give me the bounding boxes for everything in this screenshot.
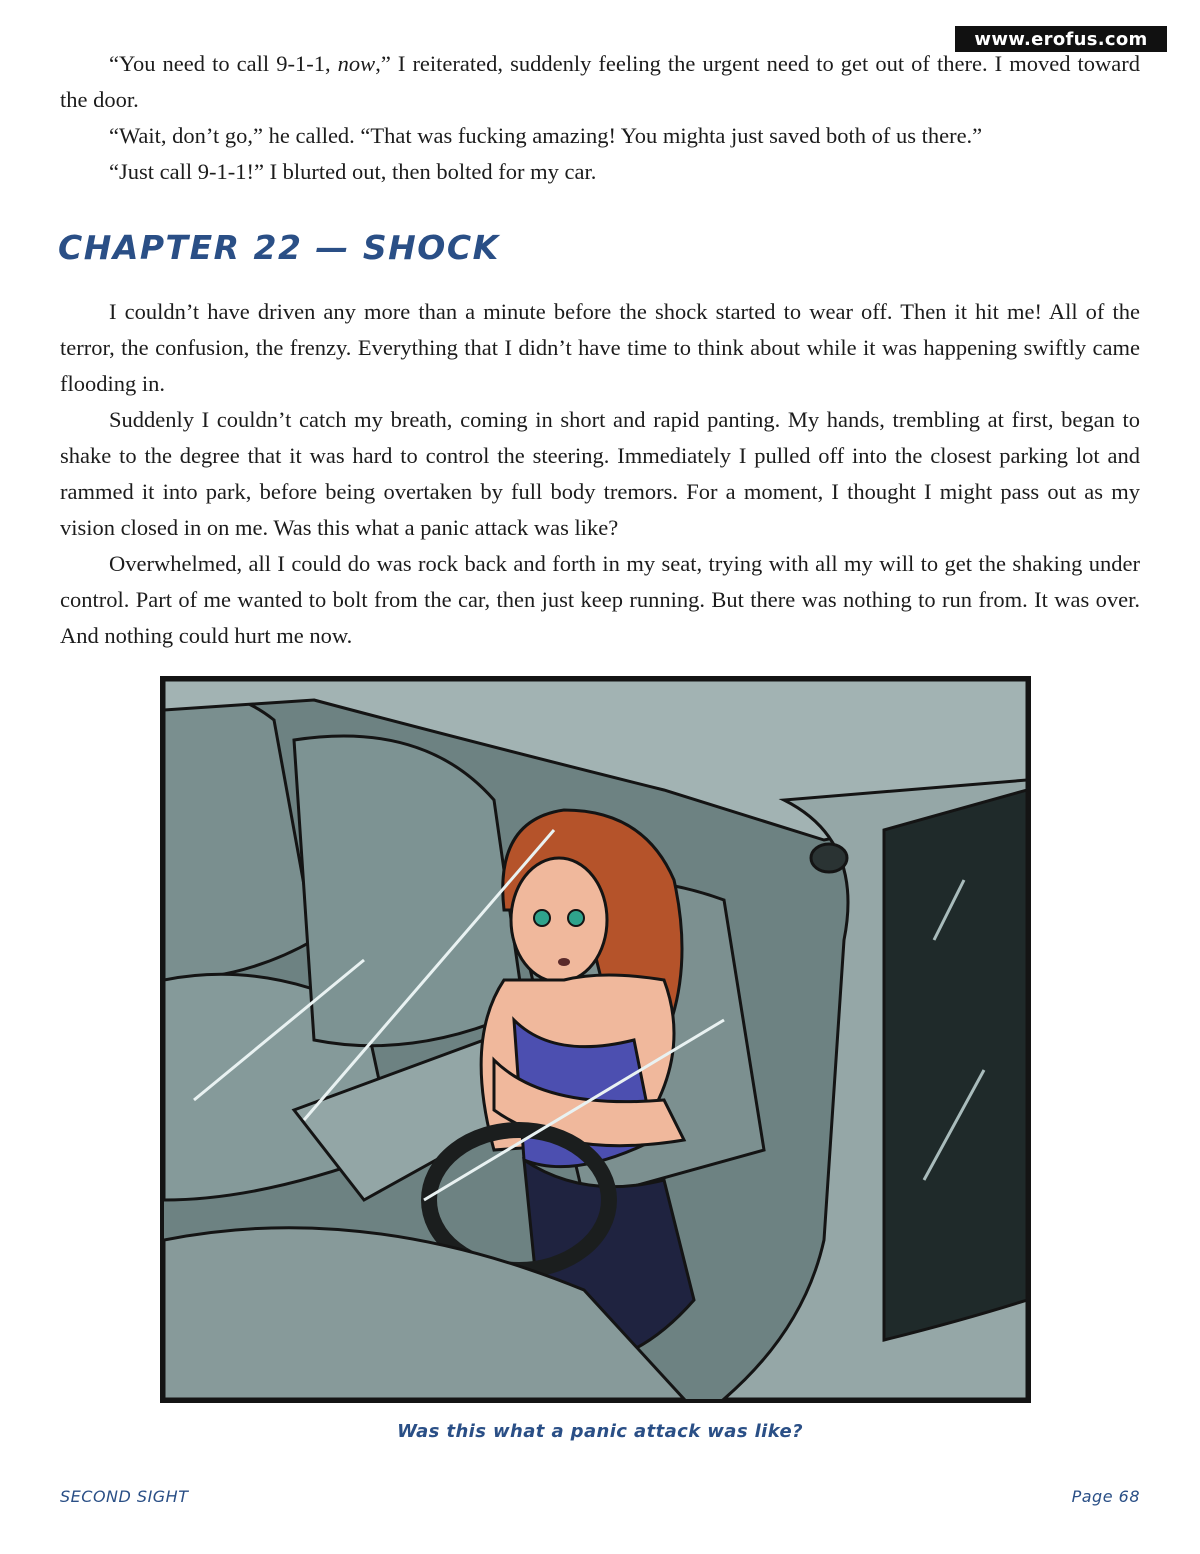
comic-panel — [160, 676, 1031, 1403]
paragraph-shock-1: I couldn’t have driven any more than a minute before the shock started to wear off. Then it hit me! All of the terror, the confusion, the frenzy. Everything that I didn’t have time to think about while it was happening swiftly came flooding in. — [60, 299, 1140, 396]
panel-caption: Was this what a panic attack was like? — [397, 1421, 803, 1442]
right-eye — [568, 910, 584, 926]
footer-page-number: Page 68 — [1071, 1487, 1140, 1506]
car-interior-illustration — [164, 680, 1027, 1399]
left-eye — [534, 910, 550, 926]
watermark-logo: www.erofus.com — [955, 26, 1167, 52]
paragraph-wait: “Wait, don’t go,” he called. “That was fucking amazing! You mighta just saved both of us there.” — [109, 123, 983, 148]
paragraph-shock-3: Overwhelmed, all I could do was rock back and forth in my seat, trying with all my will to get the shaking under control. Part of me wanted to bolt from the car, then just keep running. But there was nothing to run from. It was over. And nothing could hurt me now. — [60, 551, 1140, 648]
mouth — [558, 958, 570, 966]
paragraph-shock-2: Suddenly I couldn’t catch my breath, coming in short and rapid panting. My hands, trembling at first, began to shake to the degree that it was hard to control the steering. Immediately I pulled off into the closest parking lot and rammed it into park, before being overtaken by full body tremors. For a moment, I thought I might pass out as my vision closed in on me. Was this what a panic attack was like? — [60, 407, 1140, 540]
paragraph-just-call: “Just call 9-1-1!” I blurted out, then bolted for my car. — [109, 159, 597, 184]
paragraph-call-911: “You need to call 9-1-1, now,” I reiterated, suddenly feeling the urgent need to get out of there. I moved toward the door. — [60, 51, 1140, 112]
side-window — [884, 790, 1027, 1340]
chapter-title: CHAPTER 22 — SHOCK — [58, 228, 500, 267]
roof-light — [811, 844, 847, 872]
footer-book-title: SECOND SIGHT — [60, 1487, 189, 1506]
